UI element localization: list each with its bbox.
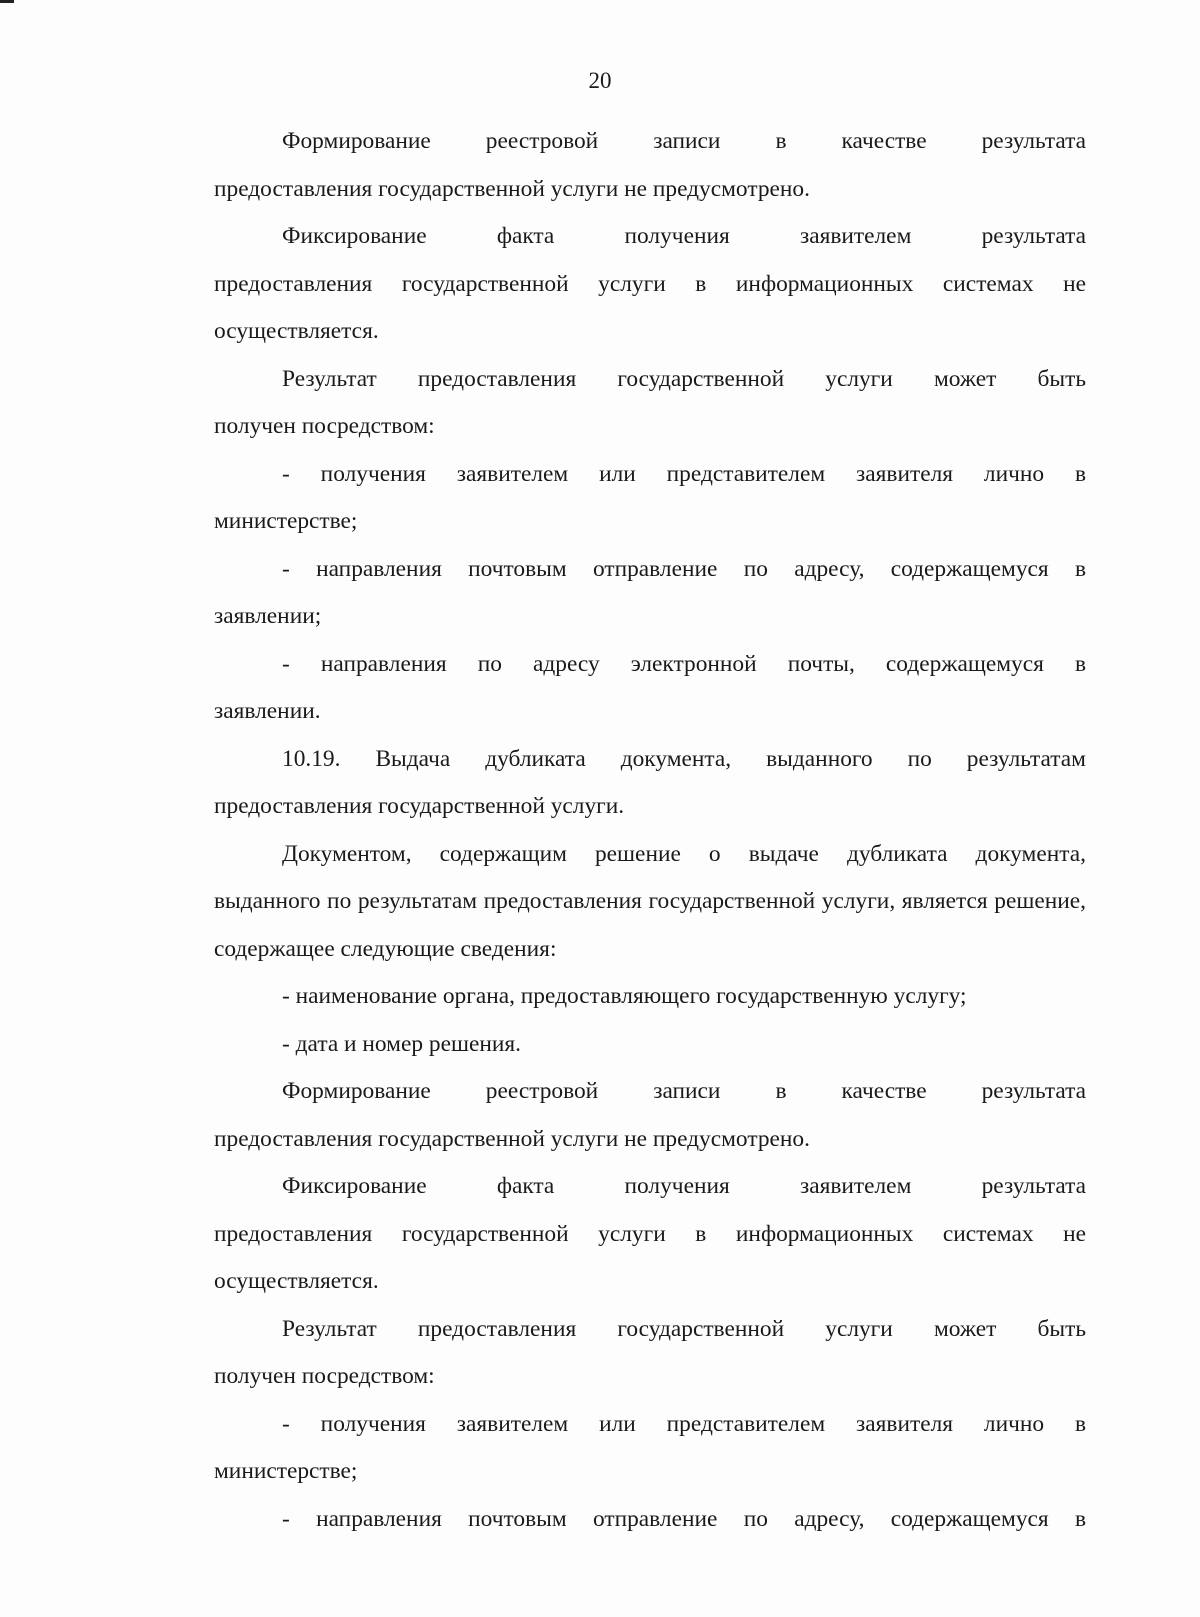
document-body (214, 118, 1086, 1543)
paragraph-first-line: Фиксирование факта получения заявителем результата (282, 223, 1086, 249)
paragraph-continuation: министерстве; (214, 1458, 358, 1484)
paragraph-continuation: получен посредством: (214, 413, 435, 439)
paragraph-continuation: министерстве; (214, 508, 358, 534)
paragraph-continuation: заявлении. (214, 698, 321, 724)
list-item (214, 973, 1086, 1021)
paragraph (214, 356, 1086, 451)
paragraph-continuation: получен посредством: (214, 1363, 435, 1389)
paragraph (214, 1163, 1086, 1306)
list-item (214, 1401, 1086, 1496)
paragraph-first-line: - наименование органа, предоставляющего государственную услугу; (282, 983, 967, 1009)
scan-mark (0, 0, 14, 3)
paragraph-continuation: предоставления государственной услуги не предусмотрено. (214, 175, 810, 202)
paragraph-first-line: Результат предоставления государственной услуги может быть (282, 365, 1086, 392)
paragraph-first-line: 10.19. Выдача дубликата документа, выданного по результатам (282, 745, 1086, 772)
paragraph-first-line: Результат предоставления государственной услуги может быть (282, 1315, 1086, 1342)
paragraph-continuation: предоставления государственной услуги в информационных системах не осуществляется. (214, 270, 1086, 344)
list-item (214, 1021, 1086, 1069)
paragraph-first-line: Формирование реестровой записи в качестве результата (282, 128, 1086, 154)
paragraph-continuation: заявлении; (214, 603, 322, 629)
paragraph-continuation: выданного по результатам предоставления государственной услуги, является решение, содержащее следующие сведения: (214, 888, 1086, 962)
paragraph-first-line: Фиксирование факта получения заявителем результата (282, 1173, 1086, 1199)
paragraph-first-line: - направления почтовым отправление по адресу, содержащемуся в (282, 555, 1086, 582)
paragraph-continuation: предоставления государственной услуги не предусмотрено. (214, 1125, 810, 1152)
list-item (214, 641, 1086, 736)
paragraph (214, 1068, 1086, 1163)
list-item (214, 1496, 1086, 1544)
paragraph-first-line: Документом, содержащим решение о выдаче дубликата документа, (282, 840, 1086, 867)
paragraph-first-line: - получения заявителем или представителем заявителя лично в (282, 460, 1086, 487)
paragraph-first-line: - направления почтовым отправление по адресу, содержащемуся в (282, 1505, 1086, 1532)
paragraph-continuation: предоставления государственной услуги в информационных системах не осуществляется. (214, 1220, 1086, 1294)
list-item (214, 546, 1086, 641)
paragraph (214, 118, 1086, 213)
paragraph (214, 213, 1086, 356)
paragraph-first-line: - дата и номер решения. (282, 1030, 522, 1057)
list-item (214, 451, 1086, 546)
paragraph-first-line: - получения заявителем или представителем заявителя лично в (282, 1410, 1086, 1437)
page-number: 20 (588, 68, 612, 93)
paragraph (214, 1306, 1086, 1401)
paragraph-continuation: предоставления государственной услуги. (214, 793, 625, 819)
paragraph (214, 831, 1086, 974)
paragraph-first-line: Формирование реестровой записи в качестве результата (282, 1078, 1086, 1104)
section-heading-paragraph (214, 736, 1086, 831)
paragraph-first-line: - направления по адресу электронной почты, содержащемуся в (282, 650, 1086, 677)
